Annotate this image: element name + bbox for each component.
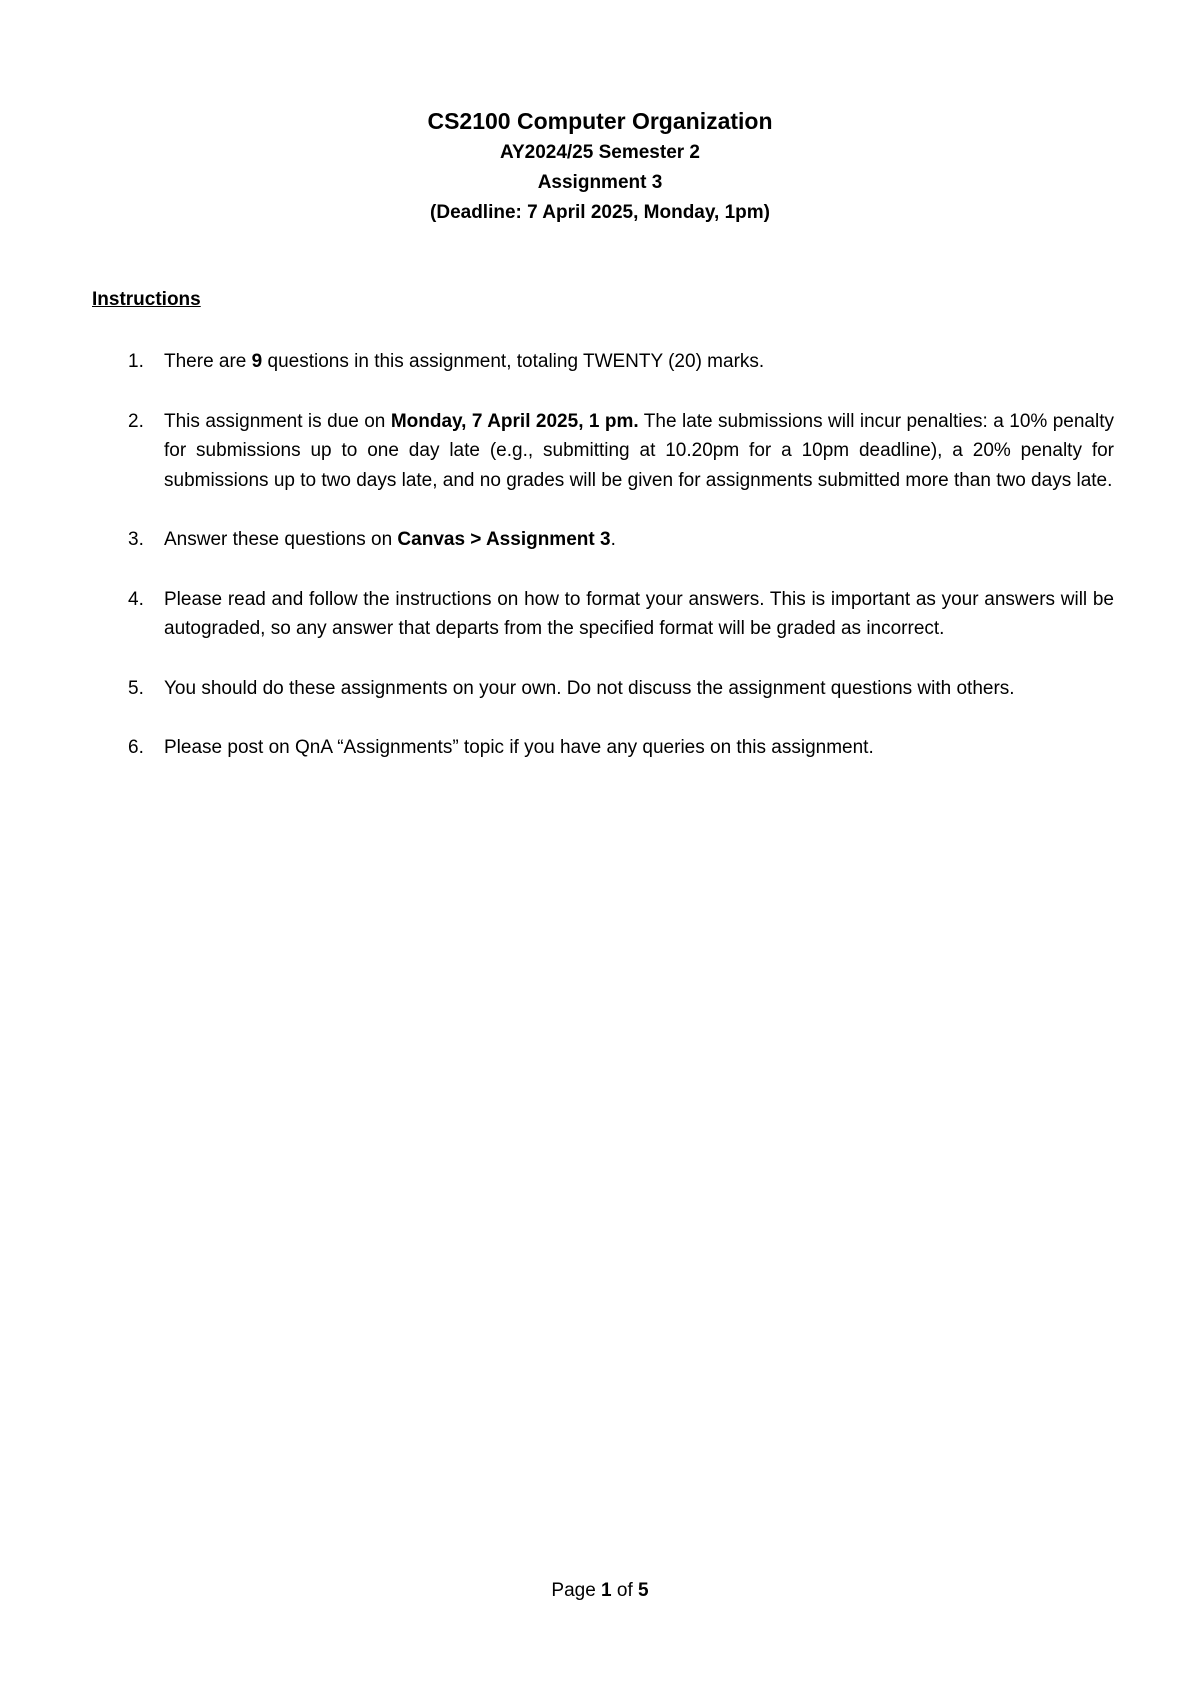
page-footer xyxy=(0,1578,1200,1604)
item-bold-text: Monday, 7 April 2025, 1 pm. xyxy=(390,410,639,432)
item-number: 6. xyxy=(128,737,144,758)
instruction-item-2 xyxy=(128,407,1114,496)
document-header xyxy=(0,104,1200,228)
item-text: Please post on QnA “Assignments” topic if you have any queries on this assignment. xyxy=(164,737,874,758)
item-number: 4. xyxy=(128,588,144,610)
instruction-item-4 xyxy=(128,585,1114,644)
course-title: CS2100 Computer Organization xyxy=(427,108,773,134)
instruction-item-5 xyxy=(128,674,1114,704)
instructions-heading: Instructions xyxy=(92,289,201,310)
instructions-list xyxy=(128,347,1114,793)
deadline-label: (Deadline: 7 April 2025, Monday, 1pm) xyxy=(430,202,770,223)
item-number: 1. xyxy=(128,351,144,372)
assignment-label: Assignment 3 xyxy=(537,172,663,193)
item-number: 3. xyxy=(128,529,144,550)
item-text: Please read and follow the instructions on how to format your answers. This is important as your answers will be autograded, so any answer that departs from the specified format will be graded as incorrect. xyxy=(164,588,1114,639)
instruction-item-6 xyxy=(128,733,1114,763)
total-page-count: 5 xyxy=(638,1580,649,1601)
item-text: questions in this assignment, totaling TWENTY (20) marks. xyxy=(262,351,765,372)
instruction-item-1 xyxy=(128,347,1114,377)
item-text: You should do these assignments on your own. Do not discuss the assignment questions with others. xyxy=(164,677,1015,699)
semester-label: AY2024/25 Semester 2 xyxy=(499,142,700,163)
item-bold-text: 9 xyxy=(251,351,263,372)
item-text: There are xyxy=(164,351,252,372)
item-text: Answer these questions on xyxy=(164,529,398,550)
item-number: 5. xyxy=(128,677,144,699)
item-text: This assignment is due on xyxy=(164,410,391,432)
page-label: Page xyxy=(551,1580,602,1601)
item-text: . xyxy=(610,529,616,550)
page-of-label: of xyxy=(611,1580,639,1601)
item-text: The late submissions will incur penalties: a 10% penalty for submissions up to one day late (e.g., submitting at 10.20pm for a 10pm deadline), a 20% penalty for submissions up to two days late, and no grades will be given for assignments submitted more than two days late. xyxy=(164,410,1114,491)
item-number: 2. xyxy=(128,410,144,432)
item-bold-text: Canvas > Assignment 3 xyxy=(397,529,611,550)
current-page-number: 1 xyxy=(601,1580,612,1601)
instruction-item-3 xyxy=(128,525,1114,555)
